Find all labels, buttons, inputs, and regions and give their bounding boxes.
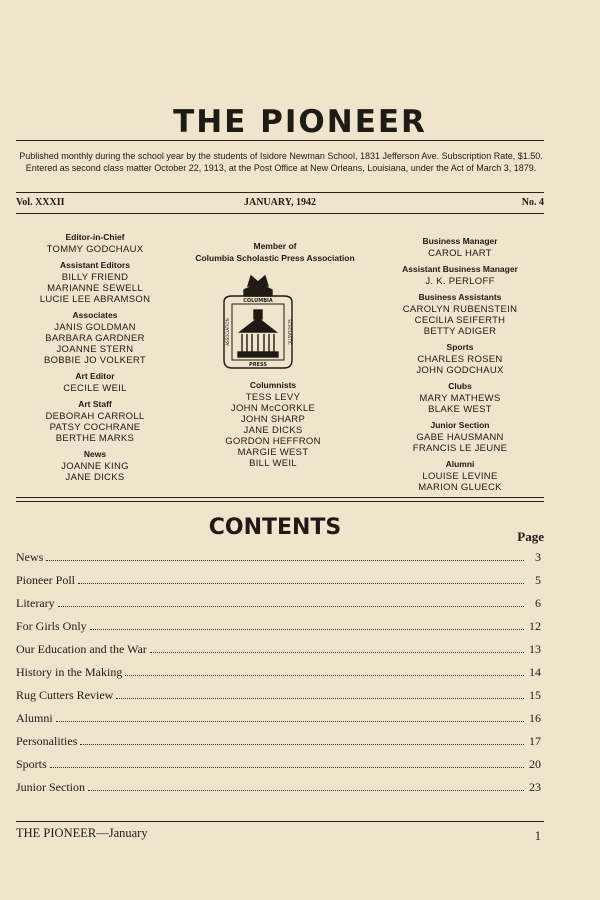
staff-name: JANIS GOLDMAN — [54, 322, 136, 333]
toc-leader — [56, 721, 524, 722]
staff-name: CHARLES ROSEN — [417, 354, 503, 365]
toc-title: News — [16, 550, 44, 564]
contents-rule-2 — [16, 501, 544, 502]
footer-title: THE PIONEER—January — [16, 826, 148, 840]
page-column-header: Page — [517, 529, 544, 544]
toc-title: For Girls Only — [16, 619, 87, 633]
svg-text:ASSOCIATION: ASSOCIATION — [225, 318, 230, 346]
toc-entry — [16, 734, 541, 751]
toc-entry — [16, 757, 541, 774]
staff-center-column — [200, 380, 346, 469]
toc-entry — [16, 780, 541, 797]
svg-text:SCHOLASTIC: SCHOLASTIC — [287, 319, 292, 345]
staff-role: Assistant Editors — [60, 260, 130, 270]
toc-page-number: 13 — [529, 642, 541, 656]
staff-name: JANE DICKS — [65, 472, 125, 483]
staff-name: JOHN GODCHAUX — [416, 365, 504, 376]
toc-title: Personalities — [16, 734, 78, 748]
issue-date: JANUARY, 1942 — [243, 197, 317, 208]
toc-title: History in the Making — [16, 665, 123, 679]
toc-title: Pioneer Poll — [16, 573, 75, 587]
staff-role: Business Assistants — [418, 292, 502, 302]
toc-leader — [150, 652, 524, 653]
staff-role: Alumni — [445, 459, 475, 469]
press-association-seal — [218, 272, 298, 380]
toc-leader — [46, 560, 524, 561]
member-text — [180, 240, 370, 264]
staff-name: CAROLYN RUBENSTEIN — [402, 304, 518, 315]
toc-page-number: 12 — [529, 619, 541, 633]
staff-name: JOANNE STERN — [56, 344, 134, 355]
svg-text:PRESS: PRESS — [249, 362, 267, 368]
toc-leader — [90, 629, 524, 630]
staff-name: BETTY ADIGER — [423, 326, 497, 337]
toc-page-number: 23 — [529, 780, 541, 794]
member-line-2: Columbia Scholastic Press Association — [195, 253, 355, 263]
toc-entry — [16, 711, 541, 728]
issue-number: No. 4 — [521, 197, 544, 208]
staff-name: JOHN SHARP — [240, 414, 306, 425]
staff-role: Columnists — [249, 380, 297, 390]
staff-name: PATSY COCHRANE — [49, 422, 141, 433]
staff-name: JANE DICKS — [243, 425, 303, 436]
footer-page-number: 1 — [534, 829, 541, 843]
staff-name: DEBORAH CARROLL — [45, 411, 145, 422]
staff-role: News — [83, 449, 107, 459]
svg-text:COLUMBIA: COLUMBIA — [243, 298, 273, 304]
staff-name: GORDON HEFFRON — [225, 436, 321, 447]
staff-name: MARIANNE SEWELL — [47, 283, 143, 294]
page-footer — [16, 826, 541, 841]
toc-page-number: 3 — [535, 550, 541, 564]
toc-page-number: 16 — [529, 711, 541, 725]
staff-role: Junior Section — [430, 420, 490, 430]
staff-name: LUCIE LEE ABRAMSON — [39, 294, 151, 305]
toc-title: Sports — [16, 757, 47, 771]
staff-name: BILL WEIL — [249, 458, 297, 469]
staff-name: BARBARA GARDNER — [45, 333, 145, 344]
toc-title: Our Education and the War — [16, 642, 147, 656]
volume-rule-top — [16, 192, 544, 193]
masthead-title: THE PIONEER — [173, 104, 427, 140]
staff-role: Art Staff — [78, 399, 112, 409]
toc-page-number: 15 — [529, 688, 541, 702]
toc-leader — [50, 767, 524, 768]
staff-name: BILLY FRIEND — [61, 272, 129, 283]
toc-entry — [16, 619, 541, 636]
staff-name: CAROL HART — [428, 248, 492, 259]
toc-page-number: 20 — [529, 757, 541, 771]
toc-leader — [116, 698, 524, 699]
contents-rule-1 — [16, 497, 544, 498]
staff-role: Editor-in-Chief — [65, 232, 125, 242]
staff-name: TESS LEVY — [245, 392, 301, 403]
toc-title: Literary — [16, 596, 55, 610]
publication-info: Published monthly during the school year by the students of Isidore Newman School, 1831 Jefferson Ave. Subscription Rate, $1.50. Entered as second class matter October 22, 1913, at the Post Office at New Orleans, Louisiana, under the Act of March 3, 1879. — [19, 151, 543, 173]
staff-role: Assistant Business Manager — [402, 264, 518, 274]
staff-name: J. K. PERLOFF — [425, 276, 495, 287]
staff-name: CECILE WEIL — [63, 383, 127, 394]
toc-title: Rug Cutters Review — [16, 688, 114, 702]
toc-page-number: 5 — [535, 573, 541, 587]
toc-title: Alumni — [16, 711, 53, 725]
masthead-rule — [16, 140, 544, 141]
staff-role: Business Manager — [422, 236, 498, 246]
toc-entry — [16, 550, 541, 567]
staff-name: JOHN McCORKLE — [230, 403, 316, 414]
toc-leader — [80, 744, 524, 745]
staff-name: JOANNE KING — [61, 461, 129, 472]
toc-page-number: 6 — [535, 596, 541, 610]
footer-rule — [16, 821, 544, 822]
toc-leader — [58, 606, 524, 607]
toc-page-number: 17 — [529, 734, 541, 748]
staff-right-column — [385, 236, 535, 493]
staff-name: MARGIE WEST — [237, 447, 309, 458]
volume-label: Vol. XXXII — [16, 197, 65, 208]
staff-role: Clubs — [448, 381, 472, 391]
contents-title: CONTENTS — [208, 515, 342, 540]
staff-name: BLAKE WEST — [428, 404, 492, 415]
toc-title: Junior Section — [16, 780, 85, 794]
toc-leader — [88, 790, 524, 791]
toc-entry — [16, 688, 541, 705]
staff-name: BERTHE MARKS — [55, 433, 135, 444]
toc-entry — [16, 642, 541, 659]
volume-row — [16, 197, 544, 211]
staff-role: Associates — [72, 310, 118, 320]
staff-name: MARION GLUECK — [418, 482, 502, 493]
staff-name: FRANCIS LE JEUNE — [412, 443, 508, 454]
toc-leader — [78, 583, 524, 584]
member-line-1: Member of — [253, 241, 297, 251]
staff-left-column — [20, 232, 170, 483]
staff-role: Art Editor — [75, 371, 115, 381]
staff-name: CECILIA SEIFERTH — [414, 315, 506, 326]
toc-entry — [16, 573, 541, 590]
toc-page-number: 14 — [529, 665, 541, 679]
staff-name: TOMMY GODCHAUX — [46, 244, 144, 255]
staff-name: GABE HAUSMANN — [416, 432, 504, 443]
staff-name: LOUISE LEVINE — [422, 471, 498, 482]
volume-rule-bottom — [16, 213, 544, 214]
toc-entry — [16, 665, 541, 682]
staff-name: BOBBIE JO VOLKERT — [43, 355, 147, 366]
toc-entry — [16, 596, 541, 613]
staff-role: Sports — [446, 342, 474, 352]
staff-name: MARY MATHEWS — [419, 393, 501, 404]
toc-leader — [125, 675, 524, 676]
